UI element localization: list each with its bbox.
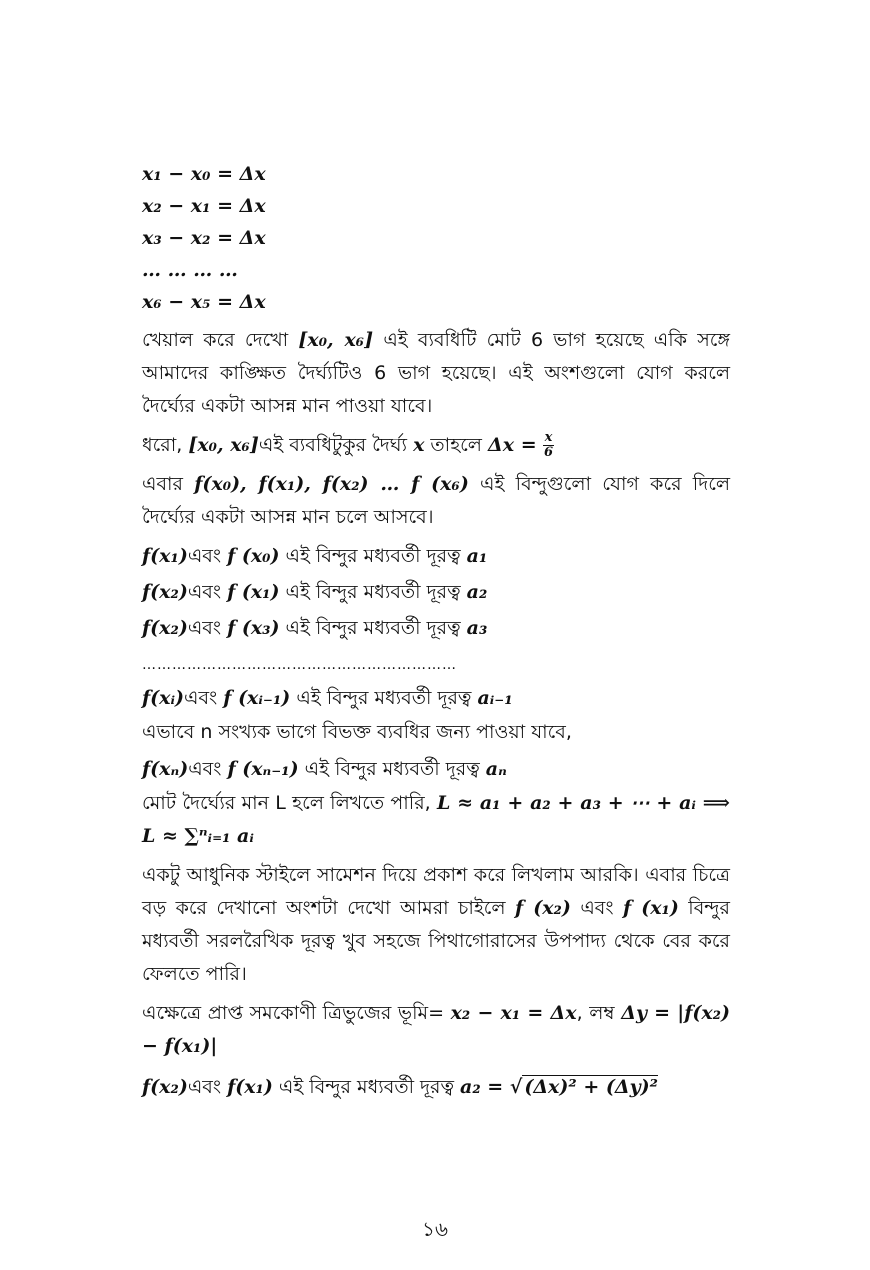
distance-formula-line (142, 1071, 730, 1103)
ellipsis-line: … … … … (142, 259, 238, 281)
math-f: f(x₁) (227, 1076, 273, 1098)
math-base: x₂ − x₁ = Δx (450, 1002, 577, 1024)
text: এবং (187, 545, 228, 567)
math-f: f (x₂) (515, 897, 571, 919)
math-interval: [x₀, x₆] (298, 329, 374, 351)
fraction-numerator: x (544, 430, 553, 445)
math-points: f(x₀), f(x₁), f(x₂) … f (x₆) (194, 473, 469, 495)
math-a: a₁ (466, 545, 488, 567)
math-f: f(x₂) (142, 581, 188, 603)
math-a: a₃ (466, 617, 488, 639)
page-number: ১৬ (422, 1217, 448, 1241)
text: এই বিন্দুর মধ্যবর্তী দূরত্ব (298, 758, 486, 780)
equation-line: x₁ − x₀ = Δx (142, 163, 266, 185)
text: এক্ষেত্রে প্রাপ্ত সমকোণী ত্রিভুজের ভূমি= (142, 1002, 451, 1024)
paragraph-n-parts: এভাবে n সংখ্যক ভাগে বিভক্ত ব্যবধির জন্য পাওয়া যাবে, (142, 721, 572, 743)
math-equation: a₂ = √ (460, 1076, 523, 1098)
text: এবং (188, 758, 228, 780)
math-f: f (x₀) (227, 545, 280, 567)
text: এই বিন্দুগুলো যোগ করে দিলে দৈর্ঘ্যের একটা আসন্ন মান চলে আসবে। (142, 473, 731, 528)
fraction (543, 431, 555, 460)
distance-line-n (142, 753, 730, 785)
paragraph-sum-points (142, 468, 730, 534)
equation-line: x₂ − x₁ = Δx (142, 195, 266, 217)
math-f: f(xₙ) (142, 758, 189, 780)
paragraph-triangle (142, 997, 730, 1063)
math-interval: [x₀, x₆] (188, 434, 259, 456)
text: এই ব্যবধিটি মোট 6 ভাগ হয়েছে একি সঙ্গে আমাদের কাঙ্ক্ষিত দৈর্ঘ্যটিও 6 ভাগ হয়েছে। এই অংশগুলো যোগ করলে দৈর্ঘ্যের একটা আসন্ন মান পাওয়া যাবে। (142, 329, 730, 417)
dotted-separator: ……………………………………………………… (142, 657, 457, 673)
text: এই বিন্দুর মধ্যবর্তী দূরত্ব (279, 545, 467, 567)
math-f: f(x₁) (142, 545, 188, 567)
text: এবং (570, 897, 623, 919)
distance-line-i (142, 682, 730, 714)
math-f: f (x₁) (623, 897, 679, 919)
equation-line: x₆ − x₅ = Δx (142, 291, 266, 313)
math-f: f(xᵢ) (142, 687, 185, 709)
text: এবং (187, 581, 228, 603)
paragraph-total-length (142, 787, 730, 853)
paragraph-interval-division (142, 324, 730, 423)
text: খেয়াল করে দেখো (142, 329, 299, 351)
math-f: f(x₂) (142, 1076, 188, 1098)
text: এই বিন্দুর মধ্যবর্তী দূরত্ব (279, 581, 467, 603)
distance-line (142, 540, 730, 572)
text: তাহলে (424, 434, 489, 456)
text: , লম্ব (576, 1002, 622, 1024)
paragraph-pythagoras (142, 859, 730, 991)
math-a: aᵢ₋₁ (477, 687, 513, 709)
math-f: f(x₂) (142, 617, 188, 639)
math-a: a₂ (466, 581, 488, 603)
equation-line: x₃ − x₂ = Δx (142, 227, 266, 249)
text: এই বিন্দুর মধ্যবর্তী দূরত্ব (290, 687, 478, 709)
text: এবং (187, 617, 228, 639)
math-f: f (x₁) (227, 581, 280, 603)
math-summation: L ≈ a₁ + a₂ + a₃ + ⋯ + aᵢ ⟹ L ≈ ∑ⁿᵢ₌₁ aᵢ (142, 792, 730, 847)
text: এই ব্যবধিটুকুর দৈর্ঘ্য (258, 434, 414, 456)
text: ধরো, (142, 434, 189, 456)
math-f: f (xₙ₋₁) (227, 758, 299, 780)
difference-equations (142, 158, 730, 318)
text: এবং (184, 687, 224, 709)
text: বিন্দুর মধ্যবর্তী সরলরৈখিক দূরত্ব খুব সহজে পিথাগোরাসের উপপাদ্য থেকে বের করে ফেলতে পারি। (142, 897, 731, 985)
text: মোট দৈর্ঘ্যের মান L হলে লিখতে পারি, (142, 792, 437, 814)
text: এবার (142, 473, 195, 495)
paragraph-delta-x (142, 429, 730, 462)
text: এবং (187, 1076, 228, 1098)
math-radicand: (Δx)² + (Δy)² (524, 1076, 658, 1098)
text: এই বিন্দুর মধ্যবর্তী দূরত্ব (272, 1076, 461, 1098)
math-delta-x: Δx = (488, 434, 537, 456)
math-a: aₙ (485, 758, 507, 780)
math-f: f (xᵢ₋₁) (223, 687, 291, 709)
text: এই বিন্দুর মধ্যবর্তী দূরত্ব (279, 617, 467, 639)
fraction-denominator: 6 (544, 445, 554, 460)
text: একটু আধুনিক স্টাইলে সামেশন দিয়ে প্রকাশ করে লিখলাম আরকি। এবার চিত্রে বড় করে দেখানো অংশটা দেখো আমরা চাইলে (142, 864, 730, 919)
math-variable: x (413, 434, 425, 456)
distance-line (142, 576, 730, 608)
math-f: f (x₃) (227, 617, 280, 639)
distance-line (142, 612, 730, 644)
math-height: Δy = |f(x₂) − f(x₁)| (142, 1002, 730, 1057)
page-content (142, 158, 730, 1103)
